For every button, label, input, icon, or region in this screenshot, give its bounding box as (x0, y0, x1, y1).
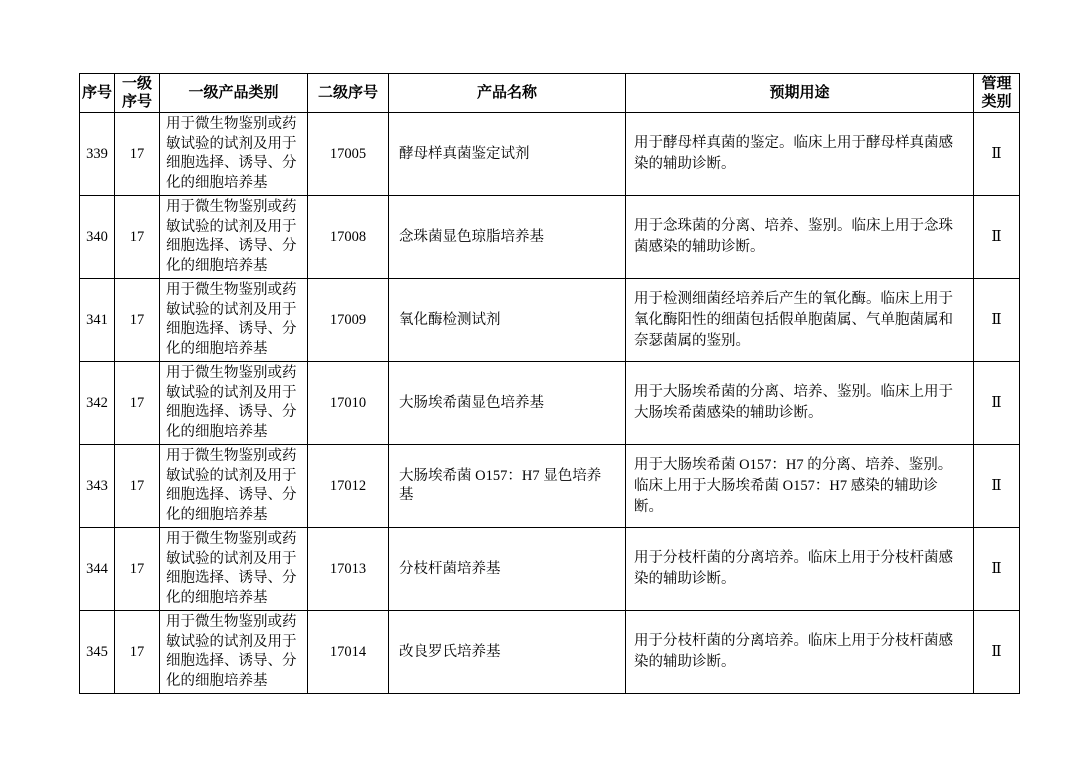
level2-serial-cell: 17008 (308, 196, 389, 279)
level2-serial-cell: 17014 (308, 611, 389, 694)
table-row (80, 362, 1020, 445)
product-name-cell: 大肠埃希菌 O157：H7 显色培养基 (389, 445, 626, 528)
header-level2-serial: 二级序号 (308, 74, 389, 113)
intended-use-cell: 用于酵母样真菌的鉴定。临床上用于酵母样真菌感染的辅助诊断。 (626, 113, 974, 196)
management-class-cell: Ⅱ (974, 113, 1020, 196)
product-name-cell: 氧化酶检测试剂 (389, 279, 626, 362)
level1-category-cell: 用于微生物鉴别或药敏试验的试剂及用于细胞选择、诱导、分化的细胞培养基 (160, 113, 308, 196)
level2-serial-cell: 17009 (308, 279, 389, 362)
header-row (80, 74, 1020, 113)
header-management-class: 管理类别 (974, 74, 1020, 113)
level1-serial-cell: 17 (115, 113, 160, 196)
level1-category-cell: 用于微生物鉴别或药敏试验的试剂及用于细胞选择、诱导、分化的细胞培养基 (160, 528, 308, 611)
level2-serial-cell: 17013 (308, 528, 389, 611)
header-level1-serial: 一级序号 (115, 74, 160, 113)
intended-use-cell: 用于念珠菌的分离、培养、鉴别。临床上用于念珠菌感染的辅助诊断。 (626, 196, 974, 279)
level2-serial-cell: 17005 (308, 113, 389, 196)
serial-number-cell: 341 (80, 279, 115, 362)
header-serial-number: 序号 (80, 74, 115, 113)
table-row (80, 528, 1020, 611)
level1-serial-cell: 17 (115, 528, 160, 611)
management-class-cell: Ⅱ (974, 279, 1020, 362)
intended-use-cell: 用于大肠埃希菌 O157：H7 的分离、培养、鉴别。临床上用于大肠埃希菌 O157：H7 感染的辅助诊断。 (626, 445, 974, 528)
intended-use-cell: 用于分枝杆菌的分离培养。临床上用于分枝杆菌感染的辅助诊断。 (626, 611, 974, 694)
level1-serial-cell: 17 (115, 611, 160, 694)
product-name-cell: 念珠菌显色琼脂培养基 (389, 196, 626, 279)
level1-category-cell: 用于微生物鉴别或药敏试验的试剂及用于细胞选择、诱导、分化的细胞培养基 (160, 279, 308, 362)
serial-number-cell: 345 (80, 611, 115, 694)
level1-category-cell: 用于微生物鉴别或药敏试验的试剂及用于细胞选择、诱导、分化的细胞培养基 (160, 445, 308, 528)
header-product-name: 产品名称 (389, 74, 626, 113)
product-classification-table (79, 73, 1020, 694)
header-intended-use: 预期用途 (626, 74, 974, 113)
serial-number-cell: 344 (80, 528, 115, 611)
product-name-cell: 改良罗氏培养基 (389, 611, 626, 694)
management-class-cell: Ⅱ (974, 445, 1020, 528)
table-header (80, 74, 1020, 113)
level1-serial-cell: 17 (115, 445, 160, 528)
product-name-cell: 分枝杆菌培养基 (389, 528, 626, 611)
level1-serial-cell: 17 (115, 362, 160, 445)
level1-serial-cell: 17 (115, 279, 160, 362)
management-class-cell: Ⅱ (974, 196, 1020, 279)
intended-use-cell: 用于大肠埃希菌的分离、培养、鉴别。临床上用于大肠埃希菌感染的辅助诊断。 (626, 362, 974, 445)
serial-number-cell: 343 (80, 445, 115, 528)
level1-category-cell: 用于微生物鉴别或药敏试验的试剂及用于细胞选择、诱导、分化的细胞培养基 (160, 611, 308, 694)
management-class-cell: Ⅱ (974, 528, 1020, 611)
level1-category-cell: 用于微生物鉴别或药敏试验的试剂及用于细胞选择、诱导、分化的细胞培养基 (160, 362, 308, 445)
level2-serial-cell: 17012 (308, 445, 389, 528)
serial-number-cell: 340 (80, 196, 115, 279)
serial-number-cell: 339 (80, 113, 115, 196)
intended-use-cell: 用于分枝杆菌的分离培养。临床上用于分枝杆菌感染的辅助诊断。 (626, 528, 974, 611)
management-class-cell: Ⅱ (974, 362, 1020, 445)
level2-serial-cell: 17010 (308, 362, 389, 445)
level1-category-cell: 用于微生物鉴别或药敏试验的试剂及用于细胞选择、诱导、分化的细胞培养基 (160, 196, 308, 279)
product-name-cell: 酵母样真菌鉴定试剂 (389, 113, 626, 196)
table-row (80, 196, 1020, 279)
table-row (80, 611, 1020, 694)
header-level1-category: 一级产品类别 (160, 74, 308, 113)
product-name-cell: 大肠埃希菌显色培养基 (389, 362, 626, 445)
management-class-cell: Ⅱ (974, 611, 1020, 694)
table-row (80, 279, 1020, 362)
intended-use-cell: 用于检测细菌经培养后产生的氧化酶。临床上用于氧化酶阳性的细菌包括假单胞菌属、气单胞菌属和奈瑟菌属的鉴别。 (626, 279, 974, 362)
table-row (80, 113, 1020, 196)
level1-serial-cell: 17 (115, 196, 160, 279)
table-row (80, 445, 1020, 528)
serial-number-cell: 342 (80, 362, 115, 445)
table-body (80, 113, 1020, 694)
